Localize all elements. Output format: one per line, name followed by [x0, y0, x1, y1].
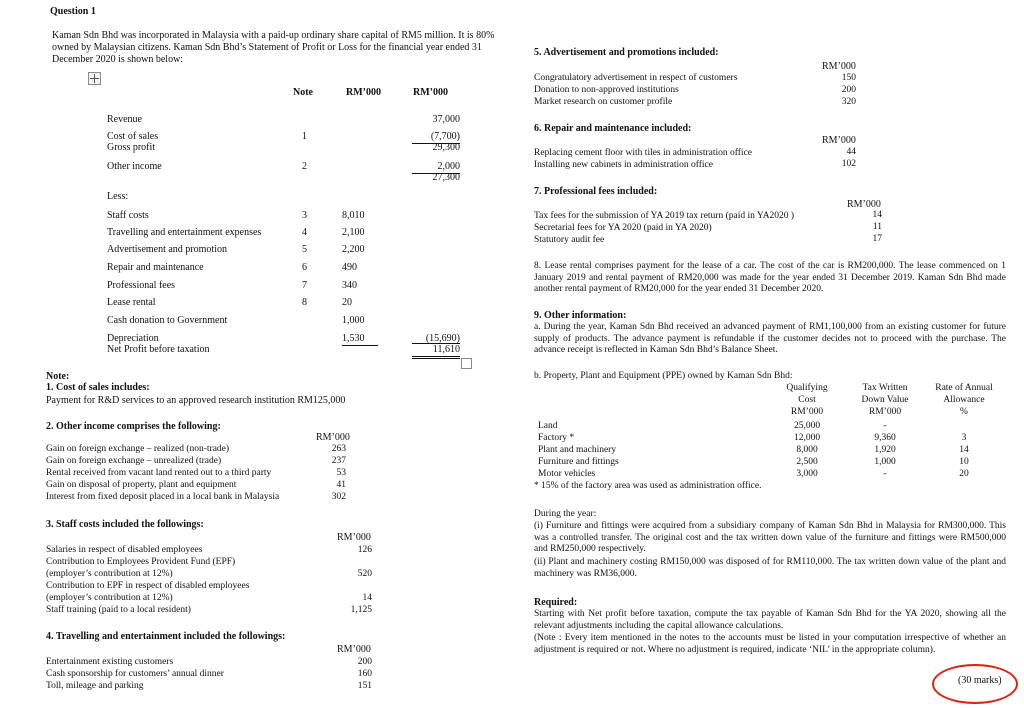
- note2-row-label: Rental received from vacant land rented out to a third party: [46, 468, 272, 478]
- required-note: (Note : Every item mentioned in the notes to the accounts must be listed in your computation irrespective of whether an adjustment is required or not. Where no adjustment is required, indicate ‘NIL’ in the appropriate column).: [534, 633, 1006, 655]
- pl-expense-label: Depreciation: [107, 333, 159, 344]
- pl-expense-label: Staff costs: [107, 210, 149, 221]
- ppe-header-twdv: RM’000: [868, 407, 902, 417]
- note5-row-label: Market research on customer profile: [534, 97, 673, 107]
- note3-row-value: 520: [357, 569, 372, 579]
- pl-other-income-note: 2: [302, 161, 307, 172]
- note5-title: 5. Advertisement and promotions included:: [534, 47, 719, 58]
- pl-gp-label: Gross profit: [107, 142, 156, 153]
- pl-expense-note: 5: [302, 244, 307, 255]
- note3-unit: RM’000: [337, 532, 371, 543]
- required-title: Required:: [534, 597, 578, 608]
- ppe-row-label: Motor vehicles: [538, 469, 596, 479]
- pl-expense-note: 3: [302, 210, 307, 221]
- pl-cos-note: 1: [302, 131, 307, 142]
- note1-text: Payment for R&D services to an approved research institution RM125,000: [46, 395, 346, 406]
- pl-expense-label: Repair and maintenance: [107, 262, 204, 273]
- note2-title: 2. Other income comprises the following:: [46, 421, 221, 432]
- pl-header-note: Note: [293, 87, 313, 98]
- during-year-item-ii: (ii) Plant and machinery costing RM150,000 was disposed of for RM110,000. The tax written down value of the plant and machinery was RM36,000.: [534, 557, 1006, 579]
- note6-row-label: Replacing cement floor with tiles in administration office: [534, 148, 753, 158]
- note4-unit: RM’000: [337, 644, 371, 655]
- note4-row-label: Entertainment existing customers: [46, 657, 174, 667]
- note2-row-label: Gain on disposal of property, plant and equipment: [46, 480, 237, 490]
- question-title: Question 1: [50, 6, 96, 17]
- note4-row-label: Toll, mileage and parking: [46, 681, 144, 691]
- pl-less-label: Less:: [107, 191, 129, 202]
- note7-row-label: Tax fees for the submission of YA 2019 tax return (paid in YA2020 ): [534, 211, 795, 221]
- note3-row-value: 1,125: [350, 605, 372, 615]
- ppe-row-label: Plant and machinery: [538, 445, 617, 455]
- note-heading: Note:: [46, 371, 70, 382]
- note6-unit: RM’000: [822, 135, 856, 146]
- pl-gp-value: 29,300: [432, 142, 460, 153]
- ppe-row-label: Land: [538, 421, 558, 431]
- required-text: Starting with Net profit before taxation, compute the tax payable of Kaman Sdn Bhd for the YA 2020, showing all the relevant adjustments including the capital allowance calculations.: [534, 609, 1006, 631]
- pl-subtotal-value: 27,300: [432, 172, 460, 183]
- pl-other-income-value: 2,000: [412, 161, 460, 174]
- note4-title: 4. Travelling and entertainment included the followings:: [46, 631, 286, 642]
- ppe-row-cost: 2,500: [796, 457, 818, 467]
- ppe-header-twdv: Down Value: [861, 395, 909, 405]
- note7-unit: RM’000: [847, 199, 881, 210]
- intro-paragraph: Kaman Sdn Bhd was incorporated in Malaysia with a paid-up ordinary share capital of RM5 million. It is 80% owned by Malaysian citizens. Kaman Sdn Bhd’s Statement of Profit or Loss for the financial year ended 31 December 2020 is shown below:: [52, 30, 495, 65]
- note2-row-value: 41: [336, 480, 346, 490]
- checkbox-square[interactable]: [461, 358, 472, 369]
- note4-row-value: 151: [357, 681, 372, 691]
- note2-row-value: 263: [331, 444, 346, 454]
- note9a-text: a. During the year, Kaman Sdn Bhd received an advanced payment of RM1,100,000 from an existing customer for future supply of products. The advance payment is refundable if the customer decides not to proceed with the purchase. The advance receipt is reflected in Kaman Sdn Bhd’s Balance Sheet.: [534, 322, 1006, 355]
- pl-expense-value: 20: [342, 297, 352, 308]
- note7-title: 7. Professional fees included:: [534, 186, 658, 197]
- note3-row-label: (employer’s contribution at 12%): [46, 569, 173, 579]
- pl-expense-value: 8,010: [342, 210, 365, 221]
- pl-expense-value: 340: [342, 280, 357, 291]
- note7-row-value: 11: [872, 222, 882, 232]
- note7-row-value: 17: [872, 234, 882, 244]
- note2-row-value: 237: [331, 456, 346, 466]
- ppe-footnote: * 15% of the factory area was used as administration office.: [534, 481, 762, 491]
- pl-expense-value: 2,200: [342, 244, 365, 255]
- note7-row-label: Secretarial fees for YA 2020 (paid in YA 2020): [534, 223, 712, 233]
- pl-revenue-value: 37,000: [432, 114, 460, 125]
- pl-expense-label: Advertisement and promotion: [107, 244, 227, 255]
- pl-expense-value: 490: [342, 262, 357, 273]
- note5-row-label: Donation to non-approved institutions: [534, 85, 679, 95]
- ppe-row-rate: 14: [959, 445, 969, 455]
- pl-expense-value: 2,100: [342, 227, 365, 238]
- note5-row-label: Congratulatory advertisement in respect of customers: [534, 73, 738, 83]
- during-year-label: During the year:: [534, 509, 597, 519]
- note2-row-label: Gain on foreign exchange – realized (non-trade): [46, 444, 230, 454]
- note5-row-value: 320: [841, 97, 856, 107]
- ppe-header-rate: %: [960, 407, 968, 417]
- note3-title: 3. Staff costs included the followings:: [46, 519, 204, 530]
- pl-expense-label: Cash donation to Government: [107, 315, 228, 326]
- pl-expense-total: (15,690): [425, 333, 460, 344]
- note3-row-value: 126: [357, 545, 372, 555]
- note2-row-label: Gain on foreign exchange – unrealized (trade): [46, 456, 222, 466]
- during-year-item-i: (i) Furniture and fittings were acquired from a subsidiary company of Kaman Sdn Bhd in Malaysia for RM300,000. This was a controlled transfer. The original cost and the tax written down value of the furniture and fittings were RM500,000 and RM250,000 respectively.: [534, 521, 1006, 554]
- note3-row-label: (employer’s contribution at 12%): [46, 593, 173, 603]
- ppe-row-twdv: 1,000: [874, 457, 896, 467]
- note3-row-value: 14: [362, 593, 372, 603]
- ppe-row-cost: 12,000: [793, 433, 821, 443]
- pl-expense-note: 8: [302, 297, 307, 308]
- ppe-header-cost: RM’000: [790, 407, 824, 417]
- note8-text: 8. Lease rental comprises payment for the lease of a car. The cost of the car is RM200,000. The lease commenced on 1 January 2019 and rental payment of RM20,000 was made for the year ended 31 December 2019. Kaman Sdn Bhd made another rental payment of RM20,000 for the year ended 31 December 2020.: [534, 261, 1006, 294]
- note1-title: 1. Cost of sales includes:: [46, 382, 150, 393]
- pl-revenue-label: Revenue: [107, 114, 142, 125]
- ppe-row-cost: 3,000: [796, 469, 818, 479]
- table-move-handle-icon[interactable]: [88, 72, 101, 85]
- ppe-row-rate: 3: [961, 433, 967, 443]
- note6-row-value: 102: [841, 159, 856, 169]
- ppe-row-twdv: 9,360: [874, 433, 896, 443]
- pl-npbt-value: 11,610: [412, 343, 460, 359]
- note9-title: 9. Other information:: [534, 310, 627, 321]
- pl-expense-label: Lease rental: [107, 297, 156, 308]
- ppe-header-rate: Allowance: [943, 395, 985, 405]
- note4-row-label: Cash sponsorship for customers’ annual dinner: [46, 669, 224, 679]
- pl-expense-label: Travelling and entertainment expenses: [107, 227, 262, 238]
- ppe-row-twdv: -: [883, 469, 887, 479]
- pl-expense-note: 6: [302, 262, 307, 273]
- pl-expense-note: 4: [302, 227, 307, 238]
- ppe-row-cost: 8,000: [796, 445, 818, 455]
- note6-row-value: 44: [846, 147, 856, 157]
- ppe-header-twdv: Tax Written: [862, 383, 908, 393]
- pl-expense-label: Professional fees: [107, 280, 176, 291]
- pl-cos-value: (7,700): [412, 131, 460, 144]
- note4-row-value: 200: [357, 657, 372, 667]
- pl-header-col1: RM’000: [346, 87, 381, 98]
- note2-row-label: Interest from fixed deposit placed in a local bank in Malaysia: [46, 492, 280, 502]
- note2-row-value: 302: [331, 492, 346, 502]
- red-circle-annotation: [932, 664, 1018, 704]
- note5-row-value: 200: [841, 85, 856, 95]
- pl-expense-note: 7: [302, 280, 307, 291]
- ppe-row-label: Factory *: [538, 433, 575, 443]
- note3-row-label: Salaries in respect of disabled employees: [46, 545, 203, 555]
- note4-row-value: 160: [357, 669, 372, 679]
- note5-unit: RM’000: [822, 61, 856, 72]
- ppe-row-twdv: 1,920: [874, 445, 896, 455]
- ppe-header-rate: Rate of Annual: [935, 383, 993, 393]
- ppe-header-cost: Qualifying: [786, 383, 828, 393]
- note7-row-value: 14: [872, 210, 882, 220]
- pl-expense-value: 1,530: [342, 333, 378, 346]
- marks-label: (30 marks): [958, 675, 1002, 686]
- pl-expense-value: 1,000: [342, 315, 365, 326]
- note2-row-value: 53: [336, 468, 346, 478]
- ppe-row-label: Furniture and fittings: [538, 457, 619, 467]
- ppe-row-rate: 10: [959, 457, 969, 467]
- note7-row-label: Statutory audit fee: [534, 235, 605, 245]
- note6-row-label: Installing new cabinets in administration office: [534, 160, 713, 170]
- pl-npbt-label: Net Profit before taxation: [107, 344, 210, 355]
- pl-cos-label: Cost of sales: [107, 131, 159, 142]
- pl-other-income-label: Other income: [107, 161, 162, 172]
- ppe-header-cost: Cost: [798, 395, 816, 405]
- note3-row-label: Contribution to Employees Provident Fund (EPF): [46, 557, 236, 567]
- ppe-row-rate: 20: [959, 469, 969, 479]
- note5-row-value: 150: [841, 73, 856, 83]
- note2-unit: RM’000: [316, 432, 350, 443]
- ppe-row-twdv: -: [883, 421, 887, 431]
- note6-title: 6. Repair and maintenance included:: [534, 123, 692, 134]
- ppe-row-cost: 25,000: [793, 421, 821, 431]
- note3-row-label: Contribution to EPF in respect of disabled employees: [46, 581, 250, 591]
- note3-row-label: Staff training (paid to a local resident): [46, 605, 191, 615]
- pl-header-col2: RM’000: [413, 87, 448, 98]
- note9b-text: b. Property, Plant and Equipment (PPE) owned by Kaman Sdn Bhd:: [534, 371, 793, 381]
